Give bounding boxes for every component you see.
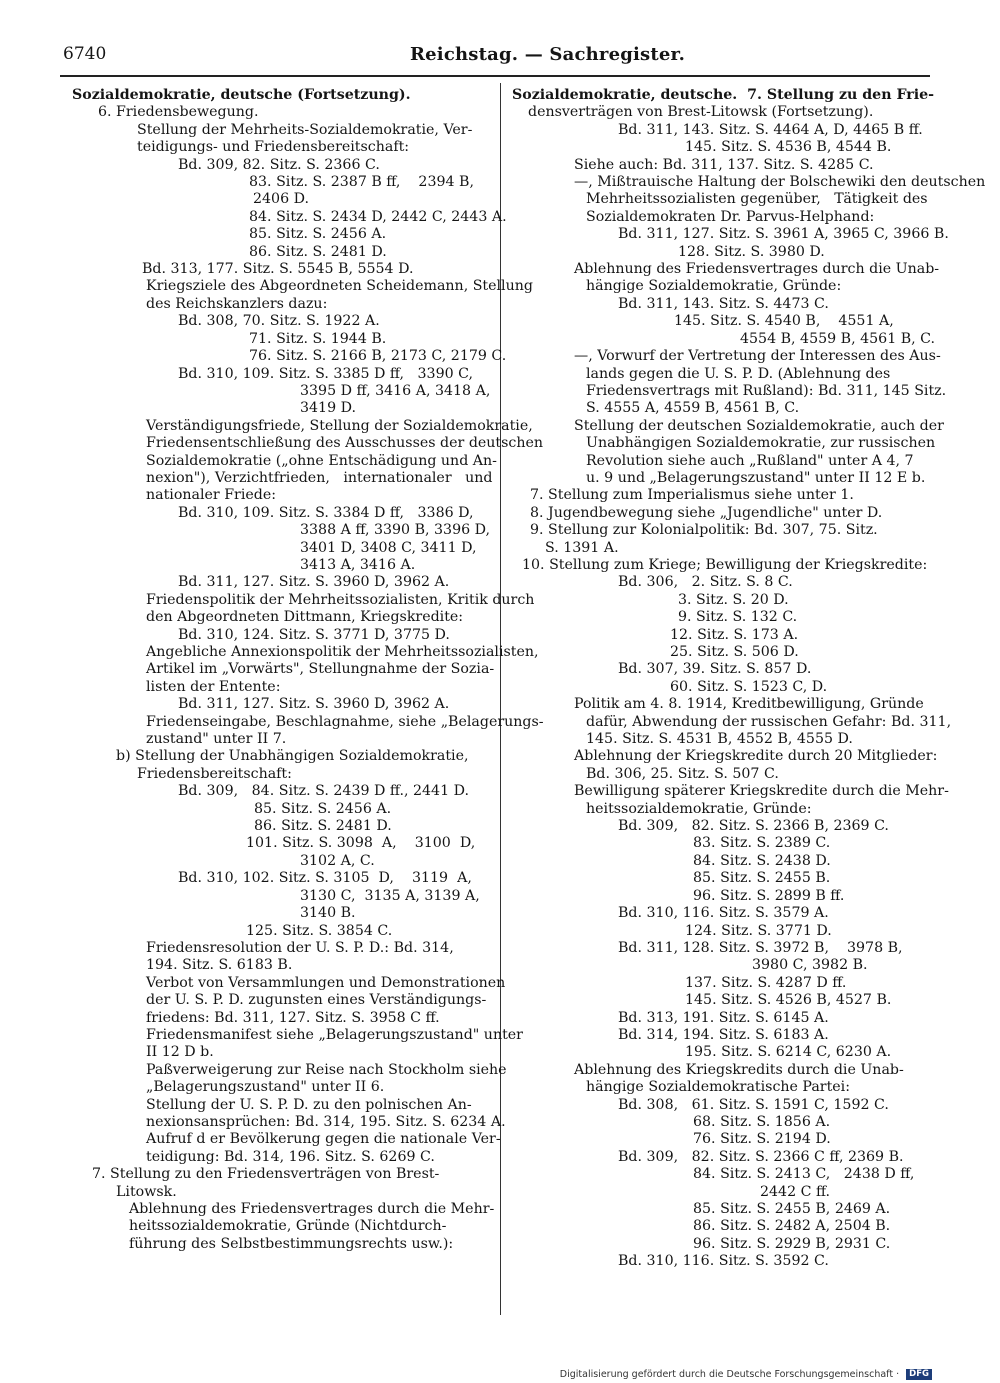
index-line: 4554 B, 4559 B, 4561 B, C. [740,330,936,347]
index-line: 85. Sitz. S. 2456 A. [249,226,387,243]
index-line: Bd. 309, 82. Sitz. S. 2366 C. [178,156,380,173]
index-line: 124. Sitz. S. 3771 D. [685,922,832,939]
index-line: 3413 A, 3416 A. [300,556,416,573]
index-line: 3395 D ff, 3416 A, 3418 A, [300,382,491,399]
index-line: b) Stellung der Unabhängigen Sozialdemokratie, [116,748,469,765]
index-line: den Abgeordneten Dittmann, Kriegskredite: [146,609,464,626]
index-line: 9. Sitz. S. 132 C. [678,609,798,626]
index-line: Bd. 314, 194. Sitz. S. 6183 A. [618,1026,829,1043]
index-line: 60. Sitz. S. 1523 C, D. [670,678,828,695]
index-line: 84. Sitz. S. 2413 C, 2438 D ff, [693,1166,915,1183]
index-line: 83. Sitz. S. 2389 C. [693,835,831,852]
index-line: Artikel im „Vorwärts", Stellungnahme der Sozia- [146,661,495,678]
index-line: Bd. 311, 143. Sitz. S. 4473 C. [618,295,829,312]
index-line: 86. Sitz. S. 2482 A, 2504 B. [693,1218,891,1235]
index-line: 96. Sitz. S. 2929 B, 2931 C. [693,1235,891,1252]
index-line: 86. Sitz. S. 2481 D. [249,243,387,260]
index-line: 3140 B. [300,905,356,922]
index-line: 3980 C, 3982 B. [752,957,868,974]
index-line: 85. Sitz. S. 2455 B, 2469 A. [693,1201,891,1217]
index-line: 137. Sitz. S. 4287 D ff. [685,974,847,991]
index-line: Bd. 308, 70. Sitz. S. 1922 A. [178,313,380,330]
index-line: Verbot von Versammlungen und Demonstrationen [146,974,506,991]
index-line: Bd. 310, 124. Sitz. S. 3771 D, 3775 D. [178,626,450,643]
index-line: Sozialdemokratie („ohne Entschädigung und An- [146,452,497,469]
index-line: Friedenseingabe, Beschlagnahme, siehe „Belagerungs- [146,713,544,730]
index-line: Sozialdemokraten Dr. Parvus-Helphand: [586,208,875,225]
index-line: Friedensmanifest siehe „Belagerungszustand" unter [146,1026,523,1043]
index-line: 145. Sitz. S. 4536 B, 4544 B. [685,139,892,156]
index-line: Bd. 310, 102. Sitz. S. 3105 D, 3119 A, [178,870,472,887]
index-line: nexion"), Verzichtfrieden, internationaler und [146,469,493,486]
footer-credit [560,1369,932,1380]
index-line: Sozialdemokratie, deutsche. 7. Stellung zu den Frie- [512,87,935,103]
index-line: Friedensvertrags mit Rußland): Bd. 311, 145 Sitz. [586,382,947,399]
index-line: Bd. 306, 2. Sitz. S. 8 C. [618,574,793,591]
index-line: 101. Sitz. S. 3098 A, 3100 D, [246,835,476,852]
index-line: lands gegen die U. S. P. D. (Ablehnung des [586,365,891,382]
index-line: 195. Sitz. S. 6214 C, 6230 A. [685,1044,892,1061]
index-line: Bd. 309, 82. Sitz. S. 2366 B, 2369 C. [618,818,889,835]
index-line: teidigungs- und Friedensbereitschaft: [137,139,410,156]
index-line: Bd. 307, 39. Sitz. S. 857 D. [618,661,812,678]
index-line: 10. Stellung zum Kriege; Bewilligung der Kriegskredite: [522,556,928,573]
index-line: Bd. 310, 116. Sitz. S. 3592 C. [618,1253,829,1270]
index-line: Bd. 311, 143. Sitz. S. 4464 A, D, 4465 B ff. [618,121,923,138]
index-line: Friedenspolitik der Mehrheitssozialisten, Kritik durch [146,591,535,608]
index-line: heitssozialdemokratie, Gründe (Nichtdurch- [129,1218,447,1235]
index-line: 3401 D, 3408 C, 3411 D, [300,539,477,556]
index-line: hängige Sozialdemokratie, Gründe: [586,278,842,295]
index-line: 3388 A ff, 3390 B, 3396 D, [300,522,491,539]
index-line: 2442 C ff. [760,1183,831,1200]
index-line: —, Vorwurf der Vertretung der Interessen des Aus- [574,348,941,365]
index-line: Bd. 306, 25. Sitz. S. 507 C. [586,765,779,782]
index-line: 145. Sitz. S. 4540 B, 4551 A, [674,313,894,330]
index-line: nationaler Friede: [146,487,277,504]
index-line: Aufruf d er Bevölkerung gegen die nationale Ver- [146,1131,501,1148]
index-line: II 12 D b. [146,1044,214,1061]
index-line: Unabhängigen Sozialdemokratie, zur russischen [586,435,936,452]
page-number: 6740 [63,44,107,64]
index-line: Stellung der Mehrheits-Sozialdemokratie, Ver- [137,121,473,138]
index-line: 3130 C, 3135 A, 3139 A, [300,887,480,904]
index-line: 3102 A, C. [300,852,375,869]
index-line: 9. Stellung zur Kolonialpolitik: Bd. 307, 75. Sitz. [530,522,878,539]
index-line: 86. Sitz. S. 2481 D. [254,818,392,835]
index-line: Bd. 308, 61. Sitz. S. 1591 C, 1592 C. [618,1096,889,1113]
index-line: 6. Friedensbewegung. [98,104,259,121]
index-line: 71. Sitz. S. 1944 B. [249,330,387,347]
index-line: Angebliche Annexionspolitik der Mehrheitssozialisten, [146,644,539,660]
index-line: 125. Sitz. S. 3854 C. [246,922,393,939]
index-line: Bd. 311, 127. Sitz. S. 3960 D, 3962 A. [178,574,450,591]
index-line: Bd. 311, 127. Sitz. S. 3960 D, 3962 A. [178,696,450,713]
index-line: Mehrheitssozialisten gegenüber, Tätigkeit des [586,191,928,208]
index-line: 76. Sitz. S. 2194 D. [693,1131,831,1148]
index-line: 3. Sitz. S. 20 D. [678,591,789,608]
index-line: 7. Stellung zu den Friedensverträgen von Brest- [92,1166,440,1183]
index-line: Verständigungsfriede, Stellung der Sozialdemokratie, [146,417,533,434]
header-rule [60,75,930,77]
index-line: Bd. 310, 116. Sitz. S. 3579 A. [618,905,829,922]
index-line: 76. Sitz. S. 2166 B, 2173 C, 2179 C. [249,348,507,365]
index-line: 8. Jugendbewegung siehe „Jugendliche" unter D. [530,504,883,521]
index-line: „Belagerungszustand" unter II 6. [146,1079,385,1096]
index-line: Stellung der U. S. P. D. zu den polnischen An- [146,1096,472,1113]
index-line: dafür, Abwendung der russischen Gefahr: Bd. 311, [586,713,952,730]
index-line: Bd. 311, 128. Sitz. S. 3972 B, 3978 B, [618,939,903,956]
index-line: Friedensentschließung des Ausschusses der deutschen [146,435,544,452]
index-line: listen der Entente: [146,678,281,695]
index-line: teidigung: Bd. 314, 196. Sitz. S. 6269 C. [146,1148,435,1165]
index-line: Siehe auch: Bd. 311, 137. Sitz. S. 4285 C. [574,156,874,173]
index-line: nexionsansprüchen: Bd. 314, 195. Sitz. S. 6234 A. [146,1113,506,1130]
index-line: Politik am 4. 8. 1914, Kreditbewilligung, Gründe [574,696,924,713]
index-line: Bd. 310, 109. Sitz. S. 3385 D ff, 3390 C, [178,365,473,382]
index-line: heitssozialdemokratie, Gründe: [586,800,812,817]
index-line: 68. Sitz. S. 1856 A. [693,1113,831,1130]
index-line: 12. Sitz. S. 173 A. [670,626,799,643]
index-line: Revolution siehe auch „Rußland" unter A 4, 7 [586,452,914,469]
index-line: Bewilligung späterer Kriegskredite durch die Mehr- [574,783,949,800]
right-column [512,87,986,1271]
index-line: 85. Sitz. S. 2455 B. [693,870,831,887]
index-line: 7. Stellung zum Imperialismus siehe unter 1. [530,487,854,504]
index-line: Bd. 313, 177. Sitz. S. 5545 B, 5554 D. [142,261,414,278]
index-line: hängige Sozialdemokratische Partei: [586,1079,850,1096]
index-line: des Reichskanzlers dazu: [146,295,328,312]
index-line: Kriegsziele des Abgeordneten Scheidemann, Stellung [146,278,533,295]
index-line: Stellung der deutschen Sozialdemokratie, auch der [574,417,944,434]
index-line: zustand" unter II 7. [146,731,287,748]
index-line: Ablehnung des Friedensvertrages durch die Unab- [574,261,940,278]
index-line: Ablehnung des Kriegskredits durch die Unab- [574,1061,904,1078]
running-title: Reichstag. — Sachregister. [410,44,686,65]
index-line: S. 1391 A. [545,539,619,556]
index-line: —, Mißtrauische Haltung der Bolschewiki den deutschen [574,174,986,191]
index-line: 145. Sitz. S. 4526 B, 4527 B. [685,992,892,1009]
index-line: 25. Sitz. S. 506 D. [670,644,799,660]
dfg-logo: DFG [906,1369,932,1380]
index-line: Bd. 311, 127. Sitz. S. 3961 A, 3965 C, 3966 B. [618,226,949,243]
index-line: der U. S. P. D. zugunsten eines Verständigungs- [146,992,487,1009]
index-line: densverträgen von Brest-Litowsk (Fortsetzung). [528,104,874,121]
index-line: 85. Sitz. S. 2456 A. [254,800,392,817]
index-line: Ablehnung der Kriegskredite durch 20 Mitglieder: [574,748,938,765]
index-line: Ablehnung des Friedensvertrages durch die Mehr- [129,1201,495,1217]
index-line: Bd. 309, 82. Sitz. S. 2366 C ff, 2369 B. [618,1148,904,1165]
index-line: Bd. 309, 84. Sitz. S. 2439 D ff., 2441 D. [178,783,470,800]
footer-text: Digitalisierung gefördert durch die Deutsche Forschungsgemeinschaft · [559,1369,900,1380]
left-column [60,87,544,1253]
index-line: Bd. 313, 191. Sitz. S. 6145 A. [618,1009,829,1026]
index-line: 128. Sitz. S. 3980 D. [678,243,825,260]
index-line: Sozialdemokratie, deutsche (Fortsetzung). [72,87,411,103]
index-line: 194. Sitz. S. 6183 B. [146,957,293,974]
index-line: Friedensbereitschaft: [137,765,292,782]
index-line: 84. Sitz. S. 2434 D, 2442 C, 2443 A. [249,208,507,225]
index-line: 84. Sitz. S. 2438 D. [693,852,831,869]
index-line: Bd. 310, 109. Sitz. S. 3384 D ff, 3386 D, [178,504,474,521]
index-line: 3419 D. [300,400,356,417]
index-line: Paßverweigerung zur Reise nach Stockholm siehe [146,1061,507,1078]
index-line: Litowsk. [116,1183,177,1200]
index-line: 2406 D. [253,191,309,208]
index-line: 96. Sitz. S. 2899 B ff. [693,887,845,904]
index-line: S. 4555 A, 4559 B, 4561 B, C. [586,400,800,417]
index-line: Friedensresolution der U. S. P. D.: Bd. 314, [146,939,454,956]
index-line: friedens: Bd. 311, 127. Sitz. S. 3958 C ff. [146,1009,440,1026]
index-line: führung des Selbstbestimmungsrechts usw.): [129,1235,454,1252]
index-line: 145. Sitz. S. 4531 B, 4552 B, 4555 D. [586,731,853,748]
index-line: u. 9 und „Belagerungszustand" unter II 12 E b. [586,469,926,486]
index-line: 83. Sitz. S. 2387 B ff, 2394 B, [249,174,474,191]
